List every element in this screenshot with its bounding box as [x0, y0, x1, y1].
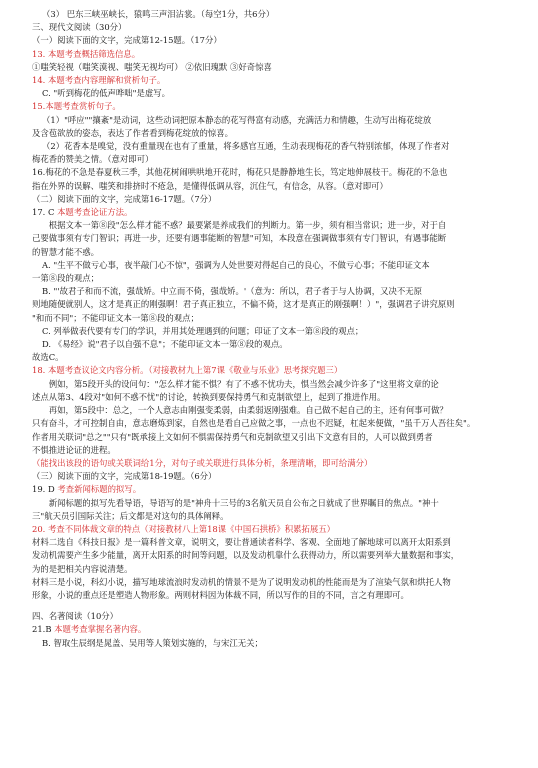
- text-line: 18. 本题考查议论文内容分析。（对接教材九上第7课《敬业与乐业》思考探究题三）: [32, 365, 343, 376]
- text-line: 三、现代文阅读（30分）: [32, 22, 127, 33]
- text-line: 己要做事须有专门智识；再进一步，还要有遇事能断的智慧"可知，本段意在强调做事须有专门智识，有遇事能断: [32, 233, 447, 244]
- text-line: 不惧推进论证的进程。: [32, 444, 116, 455]
- text-line: 再如，第5段中：总之，一个人意志由刚强变柔弱，由柔弱返刚强难。自己做不起自己的主，还有何事可做？: [48, 405, 448, 416]
- text-line: 一第⑧段的观点；: [32, 273, 99, 284]
- text-line: （1）"呼应""攘紊"是动词，这些动词把原本静态的花写得富有动感，充满活力和情趣，生动写出梅花绽放: [42, 114, 432, 125]
- text-line: D. 《易经》说"君子以自强不息"；不能印证文本一第⑧段的观点。: [42, 339, 288, 350]
- text-line: 三"航天员引国际关注；后文都是对这句的具体阐释。: [32, 510, 229, 521]
- text-line: 四、名著阅读（10分）: [32, 611, 119, 622]
- text-line: 梅花香的赞美之情。（意对即可）: [32, 154, 154, 165]
- text-line: 的智慧才能不惑。: [32, 246, 99, 257]
- text-line: 15.本题考查赏析句子。: [32, 101, 121, 112]
- text-line: （2）花香本是嗅觉，没有重量现在也有了重量，将多感官互通，生动表现梅花的香气特别浓郁，体现了作者对: [42, 141, 450, 152]
- text-line: 作者用关联词"总之""只有"既承接上文如何不惧需保持勇气和克制欲望又引出下文意有目的，人可以做到勇者: [32, 431, 433, 442]
- answer-label: 21.B: [32, 624, 55, 635]
- text-line: 则地随便就别人，这才是真正的刚强啊！君子真正独立，不偏不倚，这才是真正的刚强啊！）"，强调君子讲究原则: [32, 299, 455, 310]
- text-line: C. "听到梅花的低声哗咄"是虚写。: [42, 88, 171, 99]
- text-line: （二）阅读下面的文字，完成第16-17题。（7分）: [32, 193, 217, 204]
- text-line: 例如，第5段开头的设问句："怎么样才能不惧？有了不惑不忧功夫，惧当然会减少许多了"这里将文章的论: [48, 378, 439, 389]
- text-line: 发动机需要产生多少能量，离开太阳系的时间等问题，以及发动机靠什么获得动力，所以需要列举大量数据和事实，: [32, 550, 460, 561]
- text-line: [32, 206, 508, 219]
- text-line: 20. 考查不同体裁文章的特点（对接教材八上第18课《中国石拱桥》积累拓展五）: [32, 523, 336, 534]
- text-line: ①嗤笑轻视（嗤笑漠视、嗤笑无视均可） ②依旧瑰默 ③好奇惊喜: [32, 61, 272, 72]
- text-line: （一）阅读下面的文字，完成第12-15题。（17分）: [32, 35, 222, 46]
- text-line: B. 智取生辰纲是晁盖、吴用等人策划实施的，与宋江无关；: [42, 637, 263, 648]
- text-line: 新闻标题的拟写先看导语，导语写的是"神舟十三号的3名航天员自公布之日就成了世界瞩目的焦点。"神十: [48, 497, 439, 508]
- text-line: 只有奋斗，才可控制自由，意志磨炼到家，自然也是看自己应做之事，一点也不迟疑，杠起来便做，"虽千万人吾往矣"。: [32, 418, 476, 429]
- answer-note: 本题考查掌握名著内容。: [54, 624, 147, 635]
- text-line: 材料二选自《科技日报》是一篇科普文章，说明文，要让普通读者科学、客观、全面地了解地球可以离开太阳系到: [32, 537, 451, 548]
- text-line: 故选C。: [32, 352, 64, 363]
- text-line: 述点从第3、4段对"如何不惑不忧"的讨论，转换到要保持勇气和克制欲望上，起到了推进作用。: [32, 391, 386, 402]
- text-line: C. 列举做表代要有专门的学识，并用其处理遇到的问题；印证了文本一第⑧段的观点；: [42, 325, 364, 336]
- answer-note: 本题考查论证方法。: [57, 207, 133, 218]
- text-line: 指在外界的误解、嗤笑和排挤时不疮急，是懂得低调从容，沉住气，有信念，从容。（意对即可）: [32, 180, 388, 191]
- text-line: 及含苞欲放的姿态，表达了作者看到梅花绽放的惊喜。: [32, 127, 233, 138]
- text-line: B. "'故君子和而不流，强哉矫。中立而不倚，强哉矫。'（意为：所以，君子者于与人协调，又决不无原: [42, 286, 423, 297]
- text-line: 材料三是小说，科幻小说，描写地球流浪时发动机的情景不是为了说明发动机的性能而是为了渲染气氛和烘托人物: [32, 576, 451, 587]
- spacer: [32, 602, 508, 610]
- answer-note: 考查新闻标题的拟写。: [57, 484, 142, 495]
- text-line: [32, 483, 508, 496]
- text-line: A. "生平不做亏心事，夜半敲门心不惊"，强调为人处世要对得起自己的良心，不做亏心事；不能印证文本: [42, 259, 430, 270]
- text-line: [32, 623, 508, 636]
- text-line: （三）阅读下面的文字，完成第18-19题。（6分）: [32, 471, 217, 482]
- answer-label: 19. D: [32, 484, 58, 495]
- text-line: 根据文本一第⑧段"怎么样才能不惑？最要紧是养成我们的判断力。第一步，须有相当常识；进一步，对于自: [48, 220, 447, 231]
- text-line: "和而不同"；不能印证文本一第⑧段的观点；: [32, 312, 199, 323]
- text-line: 形象，小说的重点还是塑造人物形象。两则材料因为体裁不同，所以写作的目的不同，言之有理即可。: [32, 589, 409, 600]
- text-line: 16.梅花的不急是春夏秋三季，其他花树闹哄哄地开花时，梅花只是静静地生长，笃定地伸展枝干。梅花的不急也: [32, 167, 448, 178]
- answer-label: 17. C: [32, 207, 58, 218]
- text-line: （能找出该段的语句或关联词给1分，对句子或关联进行具体分析，条理清晰，即可给满分）: [32, 457, 373, 468]
- text-line: （3） 巴东三峡巫峡长，猿鸣三声泪沾裳。（每空1分，共6分）: [42, 9, 275, 19]
- text-line: 13. 本题考查概括筛选信息。: [32, 48, 141, 59]
- text-line: 为的是把相关内容说清楚。: [32, 563, 133, 574]
- text-line: 14. 本题考查内容理解和赏析句子。: [32, 75, 166, 86]
